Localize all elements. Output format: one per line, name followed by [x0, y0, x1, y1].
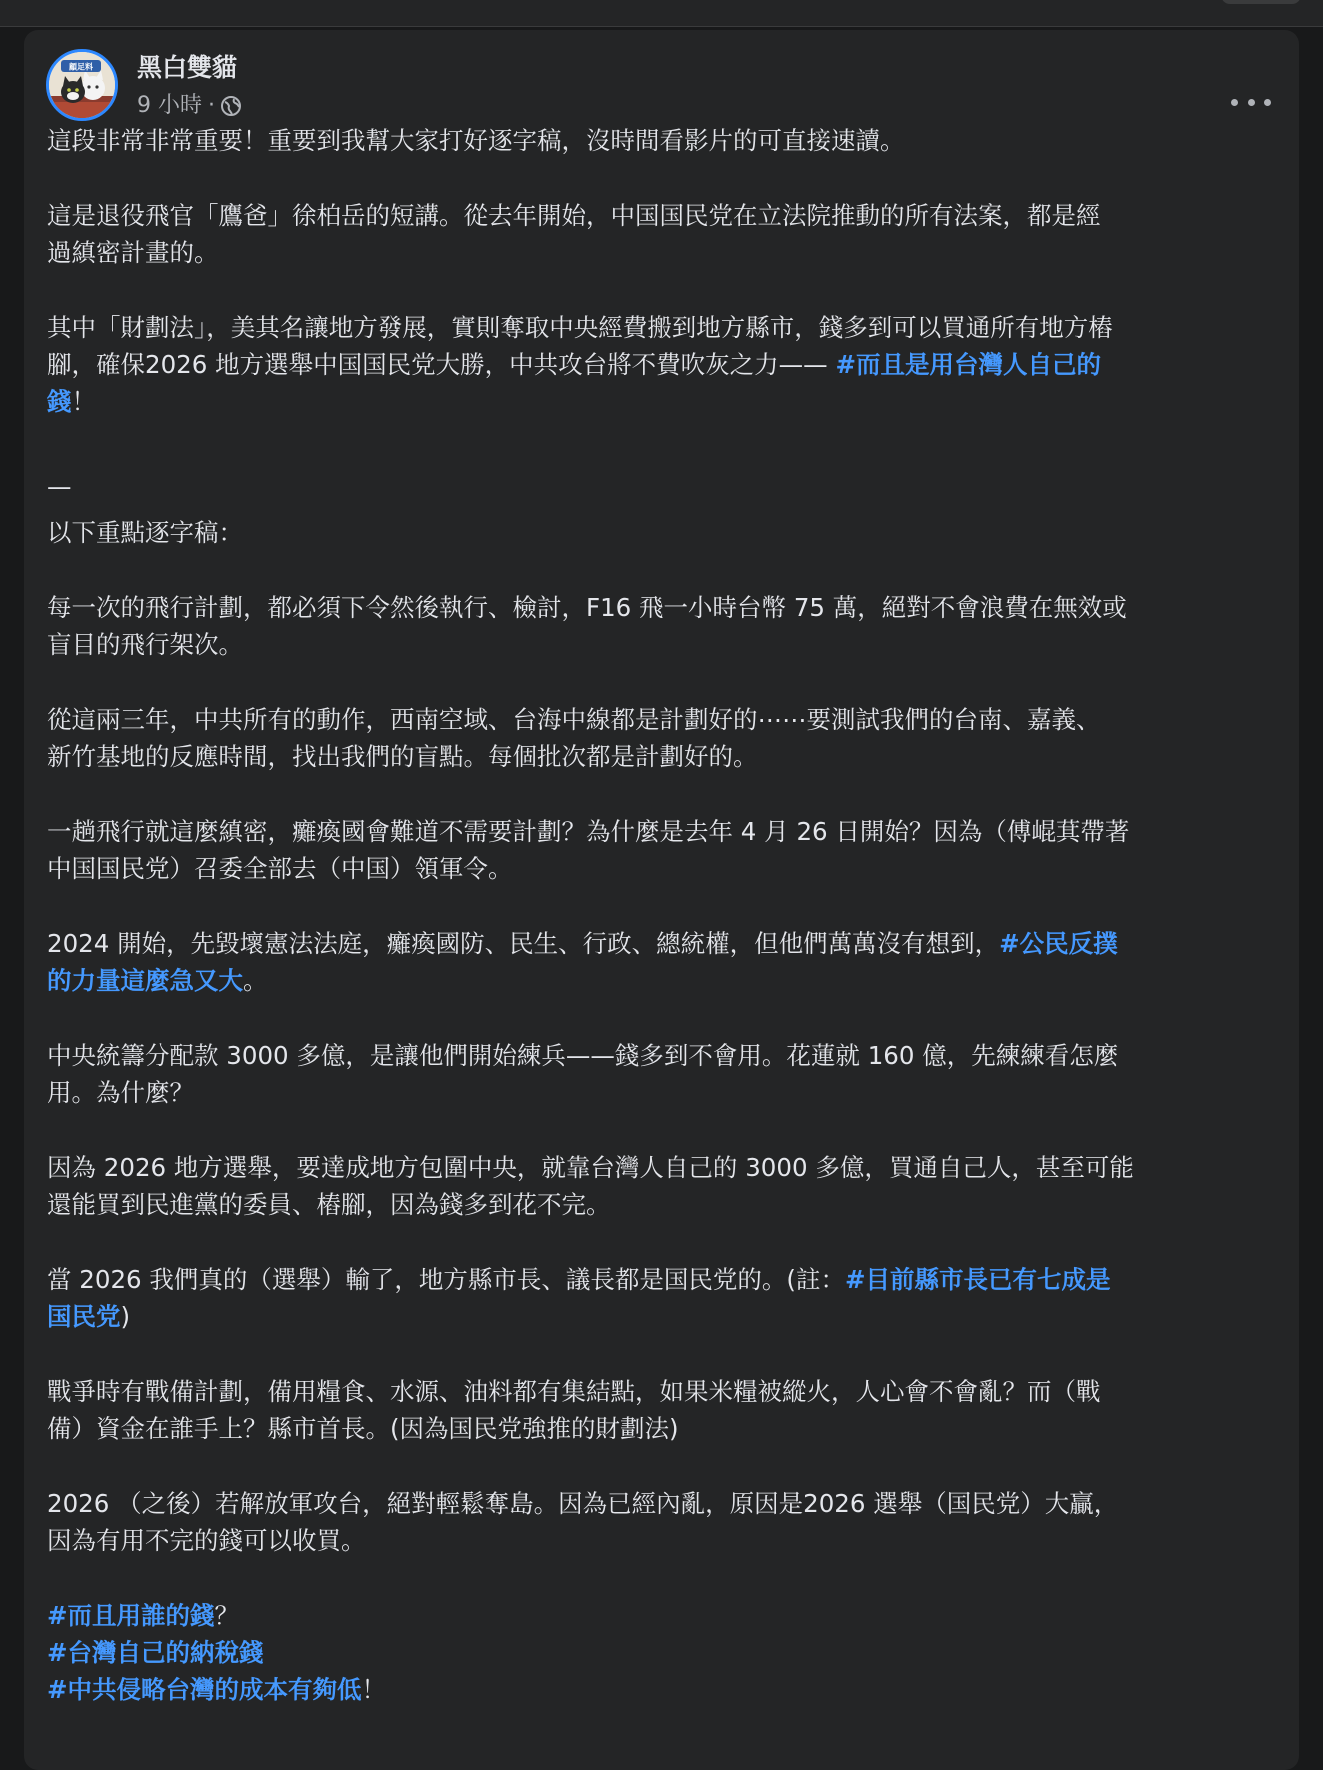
text-line: 以下重點逐字稿： — [47, 518, 243, 547]
hashtag-link[interactable]: #台灣自己的納稅錢 — [47, 1638, 264, 1667]
paragraph-12 — [47, 1373, 1297, 1447]
paragraph-9 — [47, 1037, 1297, 1111]
text-span: 腳，確保2026 地方選舉中国国民党大勝，中共攻台將不費吹灰之力—— — [47, 350, 836, 379]
text-line — [47, 1634, 1297, 1671]
text-line: 備）資金在誰手上？縣市首長。(因為国民党強推的財劃法) — [47, 1414, 679, 1443]
post-card — [24, 30, 1299, 1770]
globe-icon[interactable] — [220, 95, 242, 117]
divider-line — [47, 468, 1297, 505]
paragraph-8 — [47, 925, 1297, 999]
avatar-banner-text: 顧足料 — [69, 62, 93, 72]
text-line: 過縝密計畫的。 — [47, 238, 219, 267]
text-line: 中国国民党）召委全部去（中国）領軍令。 — [47, 854, 513, 883]
text-line: 這是退役飛官「鷹爸」徐柏岳的短講。從去年開始，中国国民党在立法院推動的所有法案，都是經 — [47, 201, 1101, 230]
author-name[interactable]: 黑白雙貓 — [137, 53, 238, 82]
text-line: 其中「財劃法」，美其名讓地方發展，實則奪取中央經費搬到地方縣市，錢多到可以買通所有地方樁 — [47, 313, 1113, 342]
paragraph-11 — [47, 1261, 1297, 1335]
hashtag-link[interactable]: #而且是用台灣人自己的 — [835, 350, 1101, 379]
hashtag-block — [47, 1597, 1297, 1708]
hashtag-link[interactable]: 国民党 — [47, 1302, 121, 1331]
text-line: 一趟飛行就這麼縝密，癱瘓國會難道不需要計劃？為什麼是去年 4 月 26 日開始？因為（傅崐萁帶著 — [47, 817, 1130, 846]
paragraph-5 — [47, 589, 1297, 663]
post-meta — [137, 91, 242, 121]
text-span: ？ — [214, 1601, 240, 1630]
text-line — [47, 1298, 1297, 1335]
text-line — [47, 1671, 1297, 1708]
paragraph-4 — [47, 514, 1297, 551]
paragraph-1 — [47, 122, 1297, 159]
top-bar-button[interactable] — [1221, 0, 1301, 4]
hashtag-link[interactable]: 錢 — [47, 387, 72, 416]
more-dot — [1248, 99, 1255, 106]
more-dot — [1231, 99, 1238, 106]
paragraph-6 — [47, 701, 1297, 775]
hashtag-link[interactable]: #公民反撲 — [999, 929, 1118, 958]
paragraph-3 — [47, 309, 1297, 420]
paragraph-13 — [47, 1485, 1297, 1559]
post-time[interactable]: 9 小時 — [137, 93, 202, 118]
text-line: 從這兩三年，中共所有的動作，西南空域、台海中線都是計劃好的⋯⋯要測試我們的台南、嘉義、 — [47, 705, 1101, 734]
text-span: 2024 開始，先毀壞憲法法庭，癱瘓國防、民生、行政、總統權，但他們萬萬沒有想到， — [47, 929, 1000, 958]
more-dot — [1264, 99, 1271, 106]
text-line: 還能買到民進黨的委員、樁腳，因為錢多到花不完。 — [47, 1190, 611, 1219]
text-span: ) — [120, 1302, 131, 1331]
meta-separator: · — [208, 93, 215, 118]
text-line: 新竹基地的反應時間，找出我們的盲點。每個批次都是計劃好的。 — [47, 742, 758, 771]
text-line: 因為有用不完的錢可以收買。 — [47, 1526, 366, 1555]
text-line: 盲目的飛行架次。 — [47, 630, 243, 659]
text-span: ！ — [361, 1675, 387, 1704]
post-body — [47, 122, 1297, 1708]
divider: — — [47, 472, 72, 501]
avatar[interactable] — [46, 49, 118, 121]
text-line — [47, 1597, 1297, 1634]
hashtag-link[interactable]: #而且用誰的錢 — [47, 1601, 215, 1630]
text-line — [47, 346, 1297, 383]
text-line: 2026 （之後）若解放軍攻台，絕對輕鬆奪島。因為已經內亂，原因是2026 選舉（国民党）大贏， — [47, 1489, 1119, 1518]
avatar-cats-image — [49, 52, 115, 118]
text-line — [47, 383, 1297, 420]
text-line — [47, 925, 1297, 962]
text-line: 用。為什麼？ — [47, 1078, 194, 1107]
top-bar — [0, 0, 1323, 27]
text-line — [47, 962, 1297, 999]
text-span: 當 2026 我們真的（選舉）輸了，地方縣市長、議長都是国民党的。(註： — [47, 1265, 845, 1294]
hashtag-link[interactable]: 的力量這麼急又大 — [47, 966, 243, 995]
hashtag-link[interactable]: #中共侵略台灣的成本有夠低 — [47, 1675, 362, 1704]
text-span: 。 — [243, 966, 268, 995]
more-options-icon[interactable] — [1231, 90, 1271, 114]
text-line — [47, 1261, 1297, 1298]
paragraph-7 — [47, 813, 1297, 887]
hashtag-link[interactable]: #目前縣市長已有七成是 — [844, 1265, 1111, 1294]
text-line: 因為 2026 地方選舉，要達成地方包圍中央，就靠台灣人自己的 3000 多億，買通自己人，甚至可能 — [47, 1153, 1134, 1182]
text-line: 戰爭時有戰備計劃，備用糧食、水源、油料都有集結點，如果米糧被縱火，人心會不會亂？而（戰 — [47, 1377, 1101, 1406]
paragraph-2 — [47, 197, 1297, 271]
text-span: ！ — [71, 387, 96, 416]
text-line: 中央統籌分配款 3000 多億，是讓他們開始練兵——錢多到不會用。花蓮就 160 億，先練練看怎麼 — [47, 1041, 1119, 1070]
text-line: 這段非常非常重要！重要到我幫大家打好逐字稿，沒時間看影片的可直接速讀。 — [47, 126, 905, 155]
text-line: 每一次的飛行計劃，都必須下令然後執行、檢討，F16 飛一小時台幣 75 萬，絕對不會浪費在無效或 — [47, 593, 1127, 622]
paragraph-10 — [47, 1149, 1297, 1223]
